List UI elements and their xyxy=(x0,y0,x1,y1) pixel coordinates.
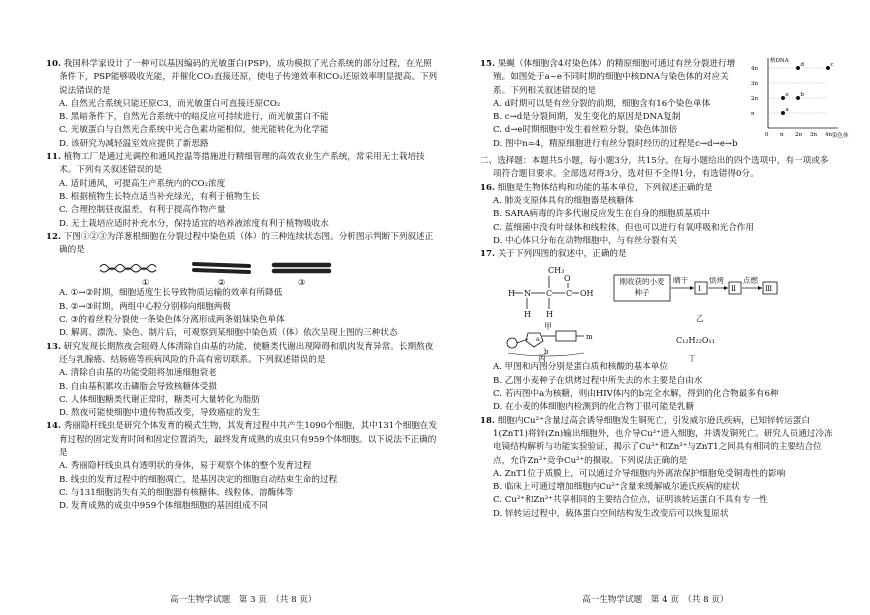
option-d: D. 无土栽培应适时补充水分，保持适宜的培养液浓度有利于植物吸收水 xyxy=(59,218,329,229)
option-c: C. 蓝细菌中没有叶绿体和线粒体，但也可以进行有氧呼吸和光合作用 xyxy=(493,222,754,233)
atom-label: C xyxy=(546,289,553,299)
question-number: 17. xyxy=(480,249,495,260)
data-label-d: d xyxy=(800,62,805,68)
option-c: C. 合理控制昼夜温差，有利于提高作物产量 xyxy=(59,205,226,216)
option-d: D. 在小麦的体细胞内检测到的化合物丁很可能是乳糖 xyxy=(493,402,695,413)
chromatin-state-1 xyxy=(100,265,156,273)
option-c: C. 与131细胞消失有关的细胞器有核糖体、线粒体、溶酶体等 xyxy=(59,487,294,498)
atom-label: O xyxy=(564,274,571,284)
question-number: 12. xyxy=(46,231,61,242)
nucleotide-structure xyxy=(507,331,593,363)
step-burn: 点燃 xyxy=(743,276,758,286)
question-12 xyxy=(46,231,438,341)
option-b: B. 根据植物生长特点适当补充绿光，有利于植物生长 xyxy=(59,191,260,202)
question-stem: 我国科学家设计了一种可以基因编码的光敏蛋白(PSP)，成功模拟了光合系统的部分过程，在光照条件下，PSP能够吸收光能，并催化CO₂直接还原，使电子传递效率和CO₂还原效率明显提高。下列说法错误的是 xyxy=(59,59,438,96)
atom-label: H xyxy=(546,310,553,320)
question-17 xyxy=(480,248,836,414)
option-a: A. ZnT1位于质膜上，可以通过介导细胞内外离浓保护细胞免受铜毒性的影响 xyxy=(493,468,786,479)
page-footer-left: 高一生物学试题 第 3 页 （共 8 页） xyxy=(170,595,317,605)
question-number: 15. xyxy=(480,59,495,69)
option-a: A. 肺炎支原体具有的细胞器是核糖体 xyxy=(493,195,634,206)
x-tick-label: n xyxy=(780,132,784,138)
fig-label-yi: 乙 xyxy=(696,314,704,324)
data-point-c xyxy=(826,66,830,70)
question-stem: 秀丽隐杆线虫是研究个体发育的模式生物，其发育过程中共产生1090个细胞，其中131个细胞在发育过程的固定发育时间和固定位置消失，最终发育成熟的成虫只有959个体细胞。以下说法不正确的是 xyxy=(59,421,438,459)
question-number: 14. xyxy=(46,421,61,432)
option-a: A. 自然光合系统只能还原C3，而光敏蛋白可直接还原CO₂ xyxy=(59,98,281,109)
fig-label-ding: 丁 xyxy=(688,354,696,364)
question-16 xyxy=(480,182,836,248)
data-label-a: a xyxy=(785,107,789,113)
fig-label-3: ③ xyxy=(298,278,306,288)
option-a: A. 清除自由基的功能受阻将加速细胞衰老 xyxy=(59,368,217,379)
wheat-process-diagram xyxy=(614,275,777,323)
option-b: B. 临床上可通过增加细胞内Cu²⁺含量来缓解威尔逊氏疾病的症状 xyxy=(493,482,740,493)
y-tick-label: 2n xyxy=(751,96,759,102)
option-a: A. 适时通风，可提高生产系统内的CO₂浓度 xyxy=(59,178,226,189)
question-stem: 关于下列四图的叙述中，正确的是 xyxy=(497,249,627,260)
question-number: 10. xyxy=(46,59,61,69)
option-b: B. c→d是分裂间期，发生变化的原因是DNA复制 xyxy=(493,112,681,123)
question-number: 18. xyxy=(480,415,495,426)
atom-label: N xyxy=(524,289,531,299)
data-label-c: c xyxy=(830,62,834,68)
option-d: D. 图中n=4，精原细胞进行有丝分裂时经历的过程是c→d→e→b xyxy=(493,138,738,149)
fig-label-1: ① xyxy=(142,278,150,288)
option-c: C. 光敏蛋白与自然光合系统中光合色素功能相似，使光能转化为化学能 xyxy=(59,125,329,136)
x-axis-label: 染色体 xyxy=(832,133,849,139)
compound-ding xyxy=(676,336,715,363)
option-d: D. 解离、漂洗、染色、制片后，可观察到某细胞中染色质（体）依次呈现上图的三种状态 xyxy=(59,328,398,339)
question-stem: 下图①②③为洋葱根细胞在分裂过程中染色质（体）的三种连续状态图。分析图示判断下列叙述正确的是 xyxy=(59,231,434,256)
atom-label: C xyxy=(566,289,573,299)
box-i: Ⅰ xyxy=(698,284,701,294)
option-b: B. 乙图小麦种子在烘烤过程中所失去的水主要是自由水 xyxy=(493,375,703,386)
atom-label: H xyxy=(524,310,531,320)
step-bake: 烘烤 xyxy=(709,276,724,286)
option-a: A. 甲图和丙图分别是蛋白质和核酸的基本单位 xyxy=(493,362,668,373)
option-d: D. 锌转运过程中，载体蛋白空间结构发生改变后可以恢复原状 xyxy=(493,508,729,519)
y-tick-label: n xyxy=(751,111,755,117)
question-stem: 果蝇（体细胞含4对染色体）的精原细胞可通过有丝分裂进行增殖。如图处于a~e不同时期的细胞中核DNA与染色体的对应关系。下列相关叙述错误的是 xyxy=(493,59,736,96)
question-number: 11. xyxy=(46,152,61,163)
x-tick-label: 2n xyxy=(795,132,803,138)
option-d: D. 中心体只分布在动物细胞中，与有丝分裂有关 xyxy=(493,235,677,246)
question-number: 13. xyxy=(46,341,61,352)
x-tick-label: 4n xyxy=(825,132,833,138)
chromosome-state-2 xyxy=(194,264,249,272)
fig-label-bing: 丙 xyxy=(538,354,546,364)
option-a: A. 秀丽隐杆线虫具有透明状的身体，易于观察个体的整个发育过程 xyxy=(59,461,312,472)
question-14 xyxy=(46,420,438,513)
data-label-b: b xyxy=(800,92,805,98)
data-label-e: e xyxy=(785,92,789,98)
x-tick-label: 0 xyxy=(765,132,769,138)
option-c: C. d→e时期细胞中发生着丝粒分裂，染色体加倍 xyxy=(493,125,678,136)
formula: C₁₂H₂₂O₁₁ xyxy=(676,336,715,346)
option-a: A. ①→②时期，细胞适度生长导致物质运输的效率有所降低 xyxy=(59,288,283,299)
box-ii: Ⅱ xyxy=(731,284,737,294)
option-d: D. 发育成熟的成虫中959个体细胞细胞的基因组成不同 xyxy=(59,501,268,512)
fig-label-jia: 甲 xyxy=(544,322,552,332)
atom-label: OH xyxy=(580,289,594,299)
y-tick-label: 3n xyxy=(751,81,759,87)
dna-chromosome-chart xyxy=(750,52,849,140)
section-two-instructions: 二、选择题：本题共5小题，每小题3分，共15分。在每小题给出的四个选项中，有一项或多项符合题目要求。全部选对得3分，选对但不全得1分，有选错得0分。 xyxy=(480,156,829,180)
option-d: D. 该研究为减轻温室效应提供了新思路 xyxy=(59,138,209,149)
option-d: D. 熬夜可能使细胞中遗传物质改变，导致癌症的发生 xyxy=(59,408,261,419)
option-c: C. 人体细胞糖类代谢正常时，糖类可大量转化为脂肪 xyxy=(59,394,260,405)
question-18 xyxy=(480,415,836,521)
chromosome-figure xyxy=(94,257,354,287)
option-b: B. 自由基积累攻击磷脂会导致核糖体受损 xyxy=(59,381,217,392)
question-stem: 细胞内Cu²⁺含量过高会诱导细胞发生铜死亡，引发威尔逊氏疾病，已知锌转运蛋白1(ZnT1)将锌(Zn)输出细胞外，也介导Cu²⁺进入细胞，并诱发铜死亡。研究人员通过冷冻电镜结构解析与功能实验验证，揭示了Cu²⁺和Zn²⁺与ZnT1之间具有相同的主要结合位点，允许Zn²⁺竞争Cu²⁺的摄取。下列说法正确的是 xyxy=(493,415,833,466)
option-c: C. ③的着丝粒分裂使一条染色体分离形成两条姐妹染色单体 xyxy=(59,315,285,326)
data-point-e xyxy=(781,96,785,100)
option-b: B. 线虫的发育过程中的细胞凋亡，是基因决定的细胞自动结束生命的过程 xyxy=(59,474,338,485)
tag-b: b xyxy=(544,348,549,357)
data-point-d xyxy=(796,66,800,70)
question-stem: 研究发现长期熬夜会阻碍人体清除自由基的功能，使糖类代谢出现障碍和肌肉发育异常。长期熬夜还与乳腺癌、结肠癌等疾病风险的升高有密切联系。下列叙述错误的是 xyxy=(59,341,434,365)
data-point-b xyxy=(796,96,800,100)
question-stem: 细胞是生物体结构和功能的基本单位，下列叙述正确的是 xyxy=(497,182,713,193)
tag-m: m xyxy=(586,333,593,342)
tag-a: a xyxy=(536,336,540,344)
atom-label: CH₃ xyxy=(548,266,565,276)
y-tick-label: 4n xyxy=(751,66,759,72)
page-footer-right: 高一生物学试题 第 4 页 （共 8 页） xyxy=(582,595,729,605)
box-iii: Ⅲ xyxy=(765,284,773,294)
question-stem: 植物工厂是通过光调控和通风控温等措施进行精细管理的高效农业生产系统，常采用无土栽培技术。下列有关叙述错误的是 xyxy=(59,152,425,176)
option-c: C. Cu²⁺和Zn²⁺共享相同的主要结合位点，证明该转运蛋白不具有专一性 xyxy=(493,495,768,506)
question-15 xyxy=(480,58,849,151)
q17-figures xyxy=(480,261,836,364)
option-b: B. SARA病毒的许多代谢反应发生在自身的细胞质基质中 xyxy=(493,209,711,220)
amino-acid-structure xyxy=(508,266,594,331)
chromosome-state-3 xyxy=(274,265,329,271)
question-11 xyxy=(46,151,438,231)
atom-label: H xyxy=(508,289,515,299)
y-axis-label: 核DNA xyxy=(770,58,789,64)
right-column xyxy=(480,58,849,521)
wheat-seed-box: 刚收获的小麦种子 xyxy=(619,277,665,298)
option-a: A. d时期可以是有丝分裂的前期，细胞含有16个染色单体 xyxy=(493,98,711,109)
question-13 xyxy=(46,341,438,421)
option-c: C. 若丙图中a为核糖，则由HIV体内的b完全水解，得到的化合物最多有6种 xyxy=(493,389,779,400)
question-10 xyxy=(46,58,438,151)
option-b: B. ②→③时期，两组中心粒分别移向细胞两极 xyxy=(59,301,231,312)
fig-label-2: ② xyxy=(218,278,226,288)
left-column xyxy=(46,58,438,514)
step-dry: 晒干 xyxy=(673,276,688,286)
data-point-a xyxy=(781,111,785,115)
x-tick-label: 3n xyxy=(810,132,818,138)
question-number: 16. xyxy=(480,182,495,193)
option-b: B. 黑暗条件下，自然光合系统中的暗反应可持续进行，而光敏蛋白不能 xyxy=(59,112,329,123)
